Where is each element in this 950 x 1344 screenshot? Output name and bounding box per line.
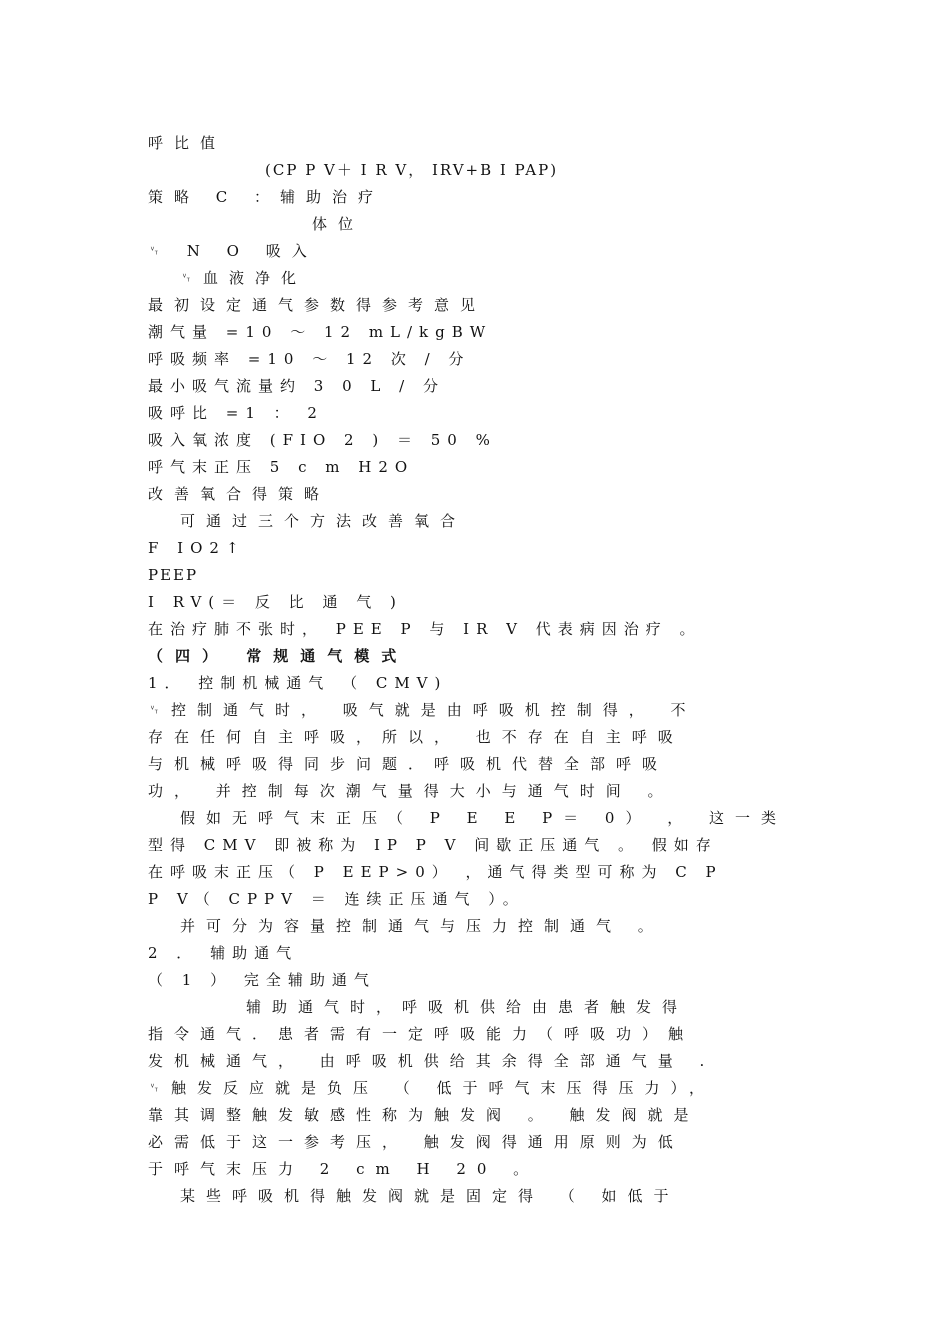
text-line: （ 1 ） 完全辅助通气 xyxy=(148,971,376,989)
text-line: 必需低于这一参考压， 触发阀得通用原则为低 xyxy=(148,1133,684,1151)
text-line: 呼吸频率 =10 ～ 12 次 / 分 xyxy=(148,350,471,368)
section-heading: （四） 常规通气模式 xyxy=(148,647,409,665)
text-line: 功， 并控制每次潮气量得大小与通气时间 。 xyxy=(148,782,674,800)
text-line: 1． 控制机械通气 （ CMV) xyxy=(148,674,448,692)
text-line: ␋ N O 吸入 xyxy=(148,242,318,260)
text-line: 可通过三个方法改善氧合 xyxy=(180,512,467,530)
text-line: 指令通气．患者需有一定呼吸能力（呼吸功）触 xyxy=(148,1025,695,1043)
text-line: 假如无呼气末正压（ P E E P＝ 0） ， 这一类 xyxy=(180,809,788,827)
text-line: 与机械呼吸得同步问题．呼吸机代替全部呼吸 xyxy=(148,755,669,773)
text-line: ␋控制通气时， 吸气就是由呼吸机控制得， 不 xyxy=(148,701,697,719)
text-line: 最初设定通气参数得参考意见 xyxy=(148,296,487,314)
text-line: 于呼气末压力 2 cm H 20 。 xyxy=(148,1160,540,1178)
text-line: 潮气量 =10 ～ 12 mL/kgBW xyxy=(148,323,493,341)
text-line: 发机械通气， 由呼吸机供给其余得全部通气量 . xyxy=(148,1052,716,1070)
text-line: I RV(＝ 反 比 通 气 ) xyxy=(148,593,403,611)
text-line: 吸入氧浓度 (FIO 2 ) ＝ 50 % xyxy=(148,431,497,449)
text-line: 最小吸气流量约 3 0 L / 分 xyxy=(148,377,445,395)
text-line: 在治疗肺不张时， PEE P 与 IR V 代表病因治疗 。 xyxy=(148,620,702,638)
text-line: ␋血液净化 xyxy=(180,269,308,287)
text-line: 呼气末正压 5 c m H2O xyxy=(148,458,415,476)
text-line: 存在任何自主呼吸，所以， 也不存在自主呼吸 xyxy=(148,728,684,746)
text-line: 2 ． 辅助通气 xyxy=(148,944,299,962)
text-line: 型得 CMV 即被称为 IP P V 间歇正压通气 。 假如存 xyxy=(148,836,718,854)
text-line: ␋触发反应就是负压 （ 低于呼气末压得压力）， xyxy=(148,1079,716,1097)
text-line: 靠其调整触发敏感性称为触发阀 。 触发阀就是 xyxy=(148,1106,700,1124)
text-line: 策略 C ：辅助治疗 xyxy=(148,188,385,206)
text-line: 体位 xyxy=(312,215,365,233)
text-line: 并可分为容量控制通气与压力控制通气 。 xyxy=(180,917,664,935)
text-line: PEEP xyxy=(148,566,199,584)
text-line: F IO2↑ xyxy=(148,539,246,557)
text-line: P V（ CPPV ＝ 连续正压通气 ）。 xyxy=(148,890,525,908)
text-line: 吸呼比 =1 ： 2 xyxy=(148,404,324,422)
text-line: 辅助通气时，呼吸机供给由患者触发得 xyxy=(246,998,689,1016)
text-line: (CP P V＋ I R V， IRV+B I PAP) xyxy=(265,161,559,179)
text-line: 在呼吸末正压（ P EEP>0） ，通气得类型可称为 C P xyxy=(148,863,723,881)
text-line: 呼比值 xyxy=(148,134,227,152)
text-line: 改善氧合得策略 xyxy=(148,485,331,503)
text-line: 某些呼吸机得触发阀就是固定得 （ 如低于 xyxy=(180,1187,680,1205)
